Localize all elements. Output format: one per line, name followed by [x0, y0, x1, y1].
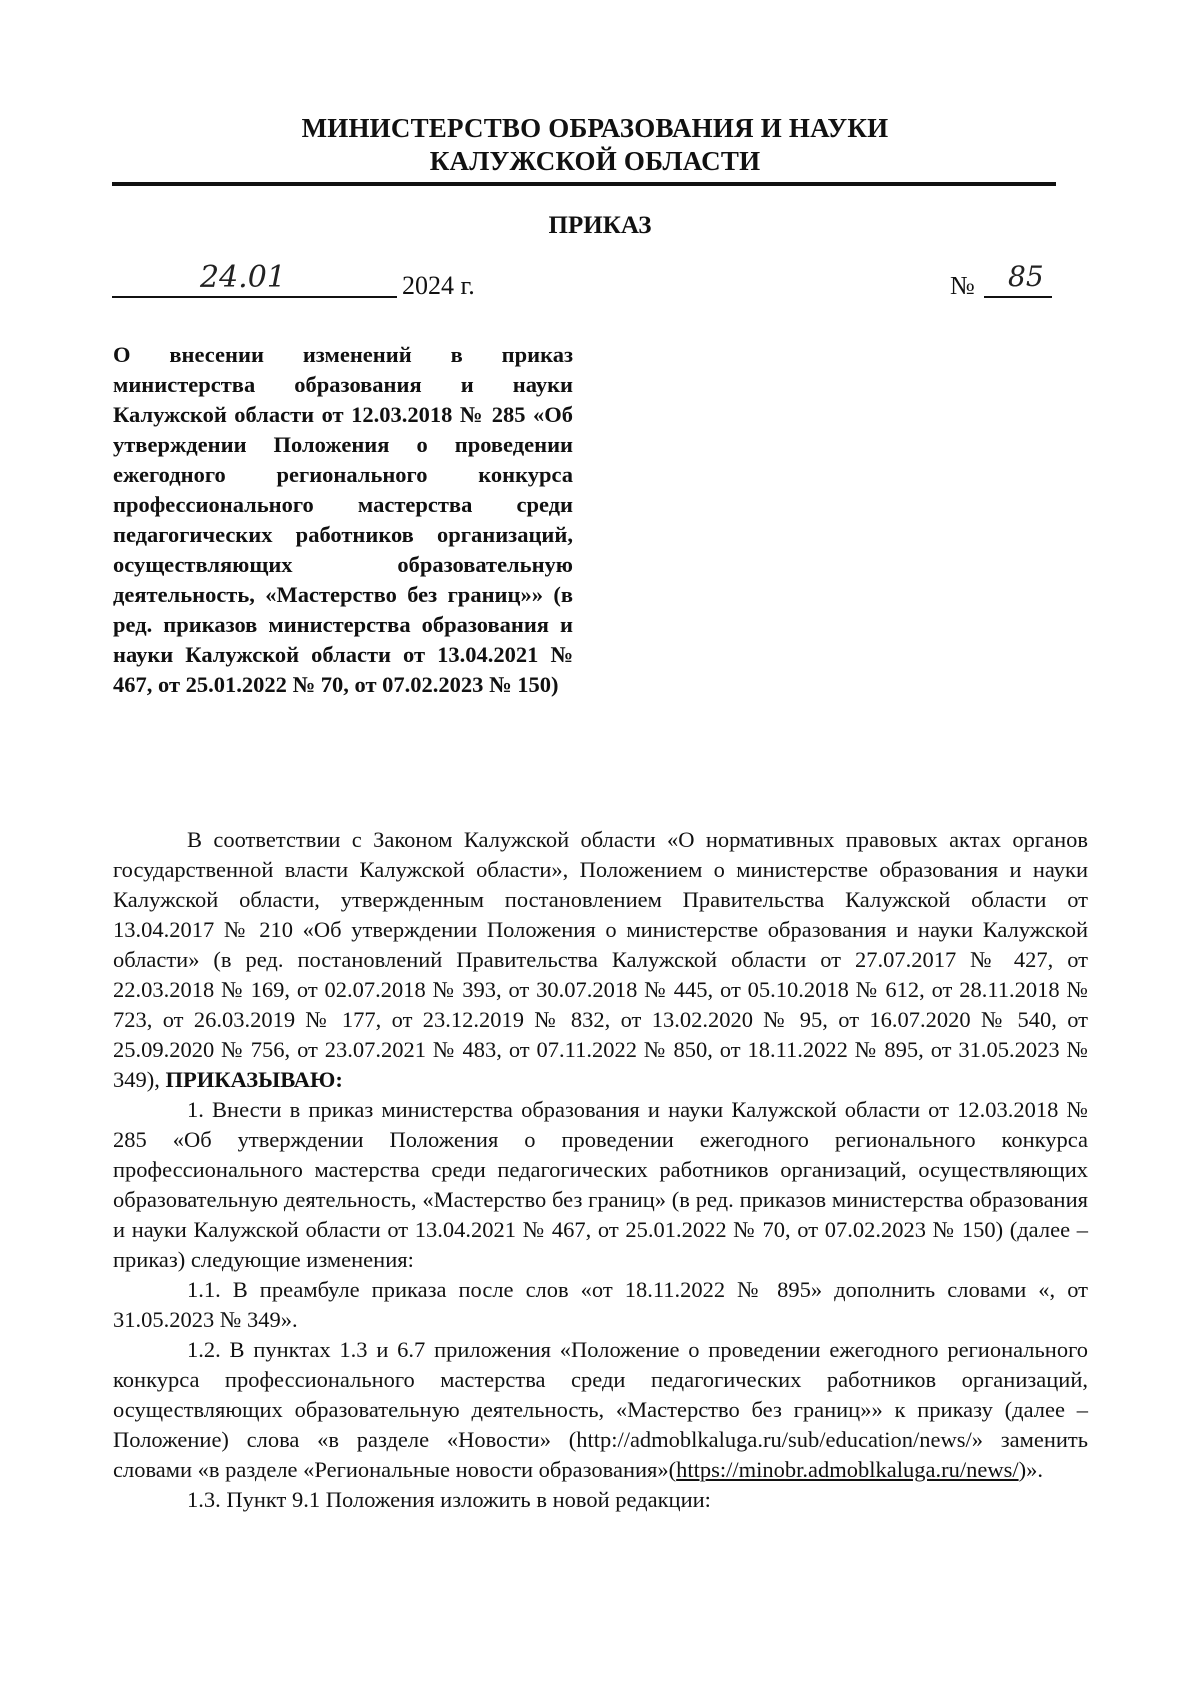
- item-1-1: 1.1. В преамбуле приказа после слов «от 18.11.2022 № 895» дополнить словами «, от 31.05.2023 № 349».: [113, 1277, 1088, 1332]
- preamble-text: В соответствии с Законом Калужской области «О нормативных правовых актах органов государственной власти Калужской области», Положением о министерстве образования и науки Калужской области, утвержденным постановлением Правительства Калужской области от 13.04.2017 № 210 «Об утверждении Положения о министерстве образования и науки Калужской области» (в ред. постановлений Правительства Калужской области от 27.07.2017 № 427, от 22.03.2018 № 169, от 02.07.2018 № 393, от 30.07.2018 № 445, от 05.10.2018 № 612, от 28.11.2018 № 723, от 26.03.2019 № 177, от 23.12.2019 № 832, от 13.02.2020 № 95, от 16.07.2020 № 540, от 25.09.2020 № 756, от 23.07.2021 № 483, от 07.11.2022 № 850, от 18.11.2022 № 895, от 31.05.2023 № 349),: [113, 827, 1088, 1092]
- date-handwritten: 24.01: [200, 260, 286, 295]
- number-handwritten: 85: [1008, 260, 1044, 293]
- document-type: ПРИКАЗ: [548, 212, 652, 239]
- item-1-3: 1.3. Пункт 9.1 Положения изложить в новой редакции:: [187, 1487, 711, 1512]
- date-year: 2024 г.: [402, 271, 475, 300]
- header-rule: [112, 182, 1056, 186]
- item-1: 1. Внести в приказ министерства образования и науки Калужской области от 12.03.2018 № 285 «Об утверждении Положения о проведении ежегодного регионального конкурса профессионального мастерства среди педагогических работников организаций, осуществляющих образовательную деятельность, «Мастерство без границ» (в ред. приказов министерства образования и науки Калужской области от 13.04.2021 № 467, от 25.01.2022 № 70, от 07.02.2023 № 150) (далее – приказ) следующие изменения:: [113, 1097, 1088, 1272]
- preamble-paragraph: [113, 825, 1088, 1095]
- item-1-2: [113, 1335, 1088, 1485]
- news-link[interactable]: https://minobr.admoblkaluga.ru/news/: [676, 1457, 1019, 1482]
- number-sign: №: [950, 271, 975, 300]
- ministry-heading: [0, 112, 1190, 178]
- order-subject: О внесении изменений в приказ министерства образования и науки Калужской области от 12.03.2018 № 285 «Об утверждении Положения о проведении ежегодного регионального конкурса профессионального мастерства среди педагогических работников организаций, осуществляющих образовательную деятельность, «Мастерство без границ»» (в ред. приказов министерства образования и науки Калужской области от 13.04.2021 № 467, от 25.01.2022 № 70, от 07.02.2023 № 150): [113, 342, 573, 697]
- order-body: [113, 825, 1088, 1515]
- order-number: [950, 260, 1070, 300]
- ministry-line-1: МИНИСТЕРСТВО ОБРАЗОВАНИЯ И НАУКИ: [301, 113, 889, 143]
- item-1-2-end: )».: [1018, 1457, 1043, 1482]
- order-word: ПРИКАЗЫВАЮ:: [165, 1067, 343, 1092]
- item-1-2-text: 1.2. В пунктах 1.3 и 6.7 приложения «Положение о проведении ежегодного регионального конкурса профессионального мастерства среди педагогических работников организаций, осуществляющих образовательную деятельность, «Мастерство без границ»» к приказу (далее – Положение) слова «в разделе «Новости» (http://admoblkaluga.ru/sub/education/news/» заменить словами «в разделе «Региональные новости образования»(: [113, 1337, 1088, 1482]
- ministry-line-2: КАЛУЖСКОЙ ОБЛАСТИ: [429, 146, 761, 176]
- order-date: [112, 260, 492, 300]
